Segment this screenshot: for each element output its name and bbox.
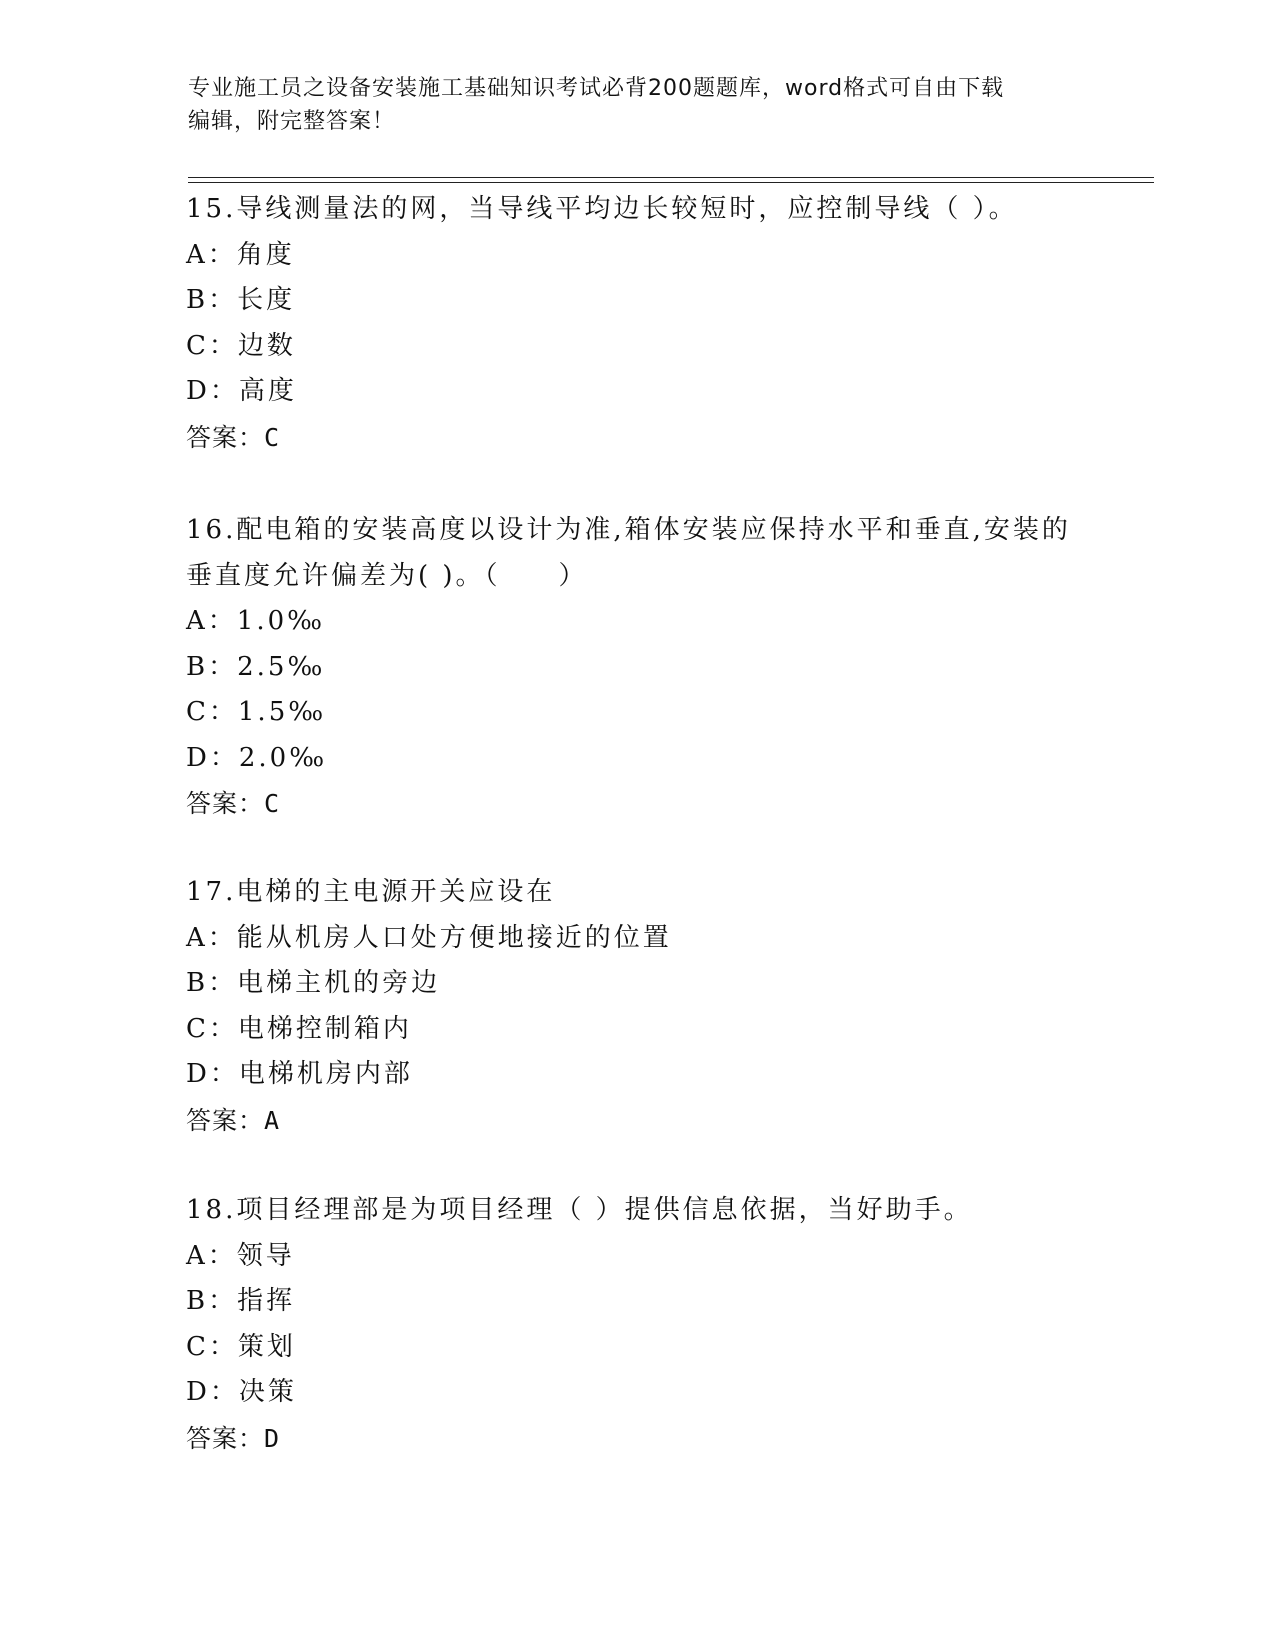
- answer-label: 答案：: [186, 1423, 265, 1453]
- option-b: B：指挥: [186, 1286, 296, 1316]
- header-line-2: 编辑，附完整答案！: [188, 109, 396, 134]
- option-a: A：领导: [186, 1240, 295, 1271]
- answer-value: C: [264, 789, 281, 818]
- option-c: C：1.5‰: [186, 697, 327, 727]
- header-divider-top: [188, 177, 1154, 178]
- answer-value: C: [264, 422, 281, 452]
- question-18: [186, 1188, 1086, 1461]
- question-text: 17.电梯的主电源开关应设在: [186, 877, 556, 907]
- header-divider-bottom: [188, 182, 1154, 183]
- question-text-line-2: 垂直度允许偏差为( )。（ ）: [186, 560, 588, 591]
- option-c: C：边数: [186, 330, 296, 361]
- option-c: C：电梯控制箱内: [186, 1013, 412, 1044]
- answer-value: D: [264, 1423, 281, 1453]
- option-d: D：高度: [186, 376, 297, 406]
- option-b: B：电梯主机的旁边: [186, 968, 441, 998]
- answer-line: [186, 781, 1086, 827]
- option-a: A：能从机房人口处方便地接近的位置: [186, 922, 672, 953]
- question-17: [186, 870, 1086, 1143]
- answer-label: 答案：: [186, 422, 265, 452]
- question-text-line-1: 16.配电箱的安装高度以设计为准,箱体安装应保持水平和垂直,安装的: [186, 515, 1071, 545]
- answer-line: [186, 1098, 1086, 1144]
- option-c: C：策划: [186, 1331, 296, 1362]
- option-d: D：电梯机房内部: [186, 1059, 413, 1089]
- header-line-1: 专业施工员之设备安装施工基础知识考试必背200题题库，word格式可自由下载: [188, 76, 1005, 101]
- question-text: 15.导线测量法的网，当导线平均边长较短时，应控制导线（ ）。: [186, 194, 1018, 224]
- option-a: A：角度: [186, 239, 295, 270]
- question-15: [186, 187, 1086, 460]
- option-b: B：长度: [186, 285, 296, 315]
- answer-line: [186, 415, 1086, 461]
- option-d: D：决策: [186, 1377, 297, 1407]
- answer-value: A: [264, 1105, 281, 1135]
- document-header: [188, 72, 1088, 138]
- answer-label: 答案：: [186, 1105, 265, 1135]
- question-text: 18.项目经理部是为项目经理（ ）提供信息依据，当好助手。: [186, 1195, 973, 1225]
- option-d: D：2.0‰: [186, 742, 328, 773]
- answer-label: 答案：: [186, 789, 265, 818]
- question-16: [186, 508, 1086, 827]
- answer-line: [186, 1416, 1086, 1462]
- option-a: A：1.0‰: [186, 606, 326, 636]
- option-b: B：2.5‰: [186, 651, 326, 682]
